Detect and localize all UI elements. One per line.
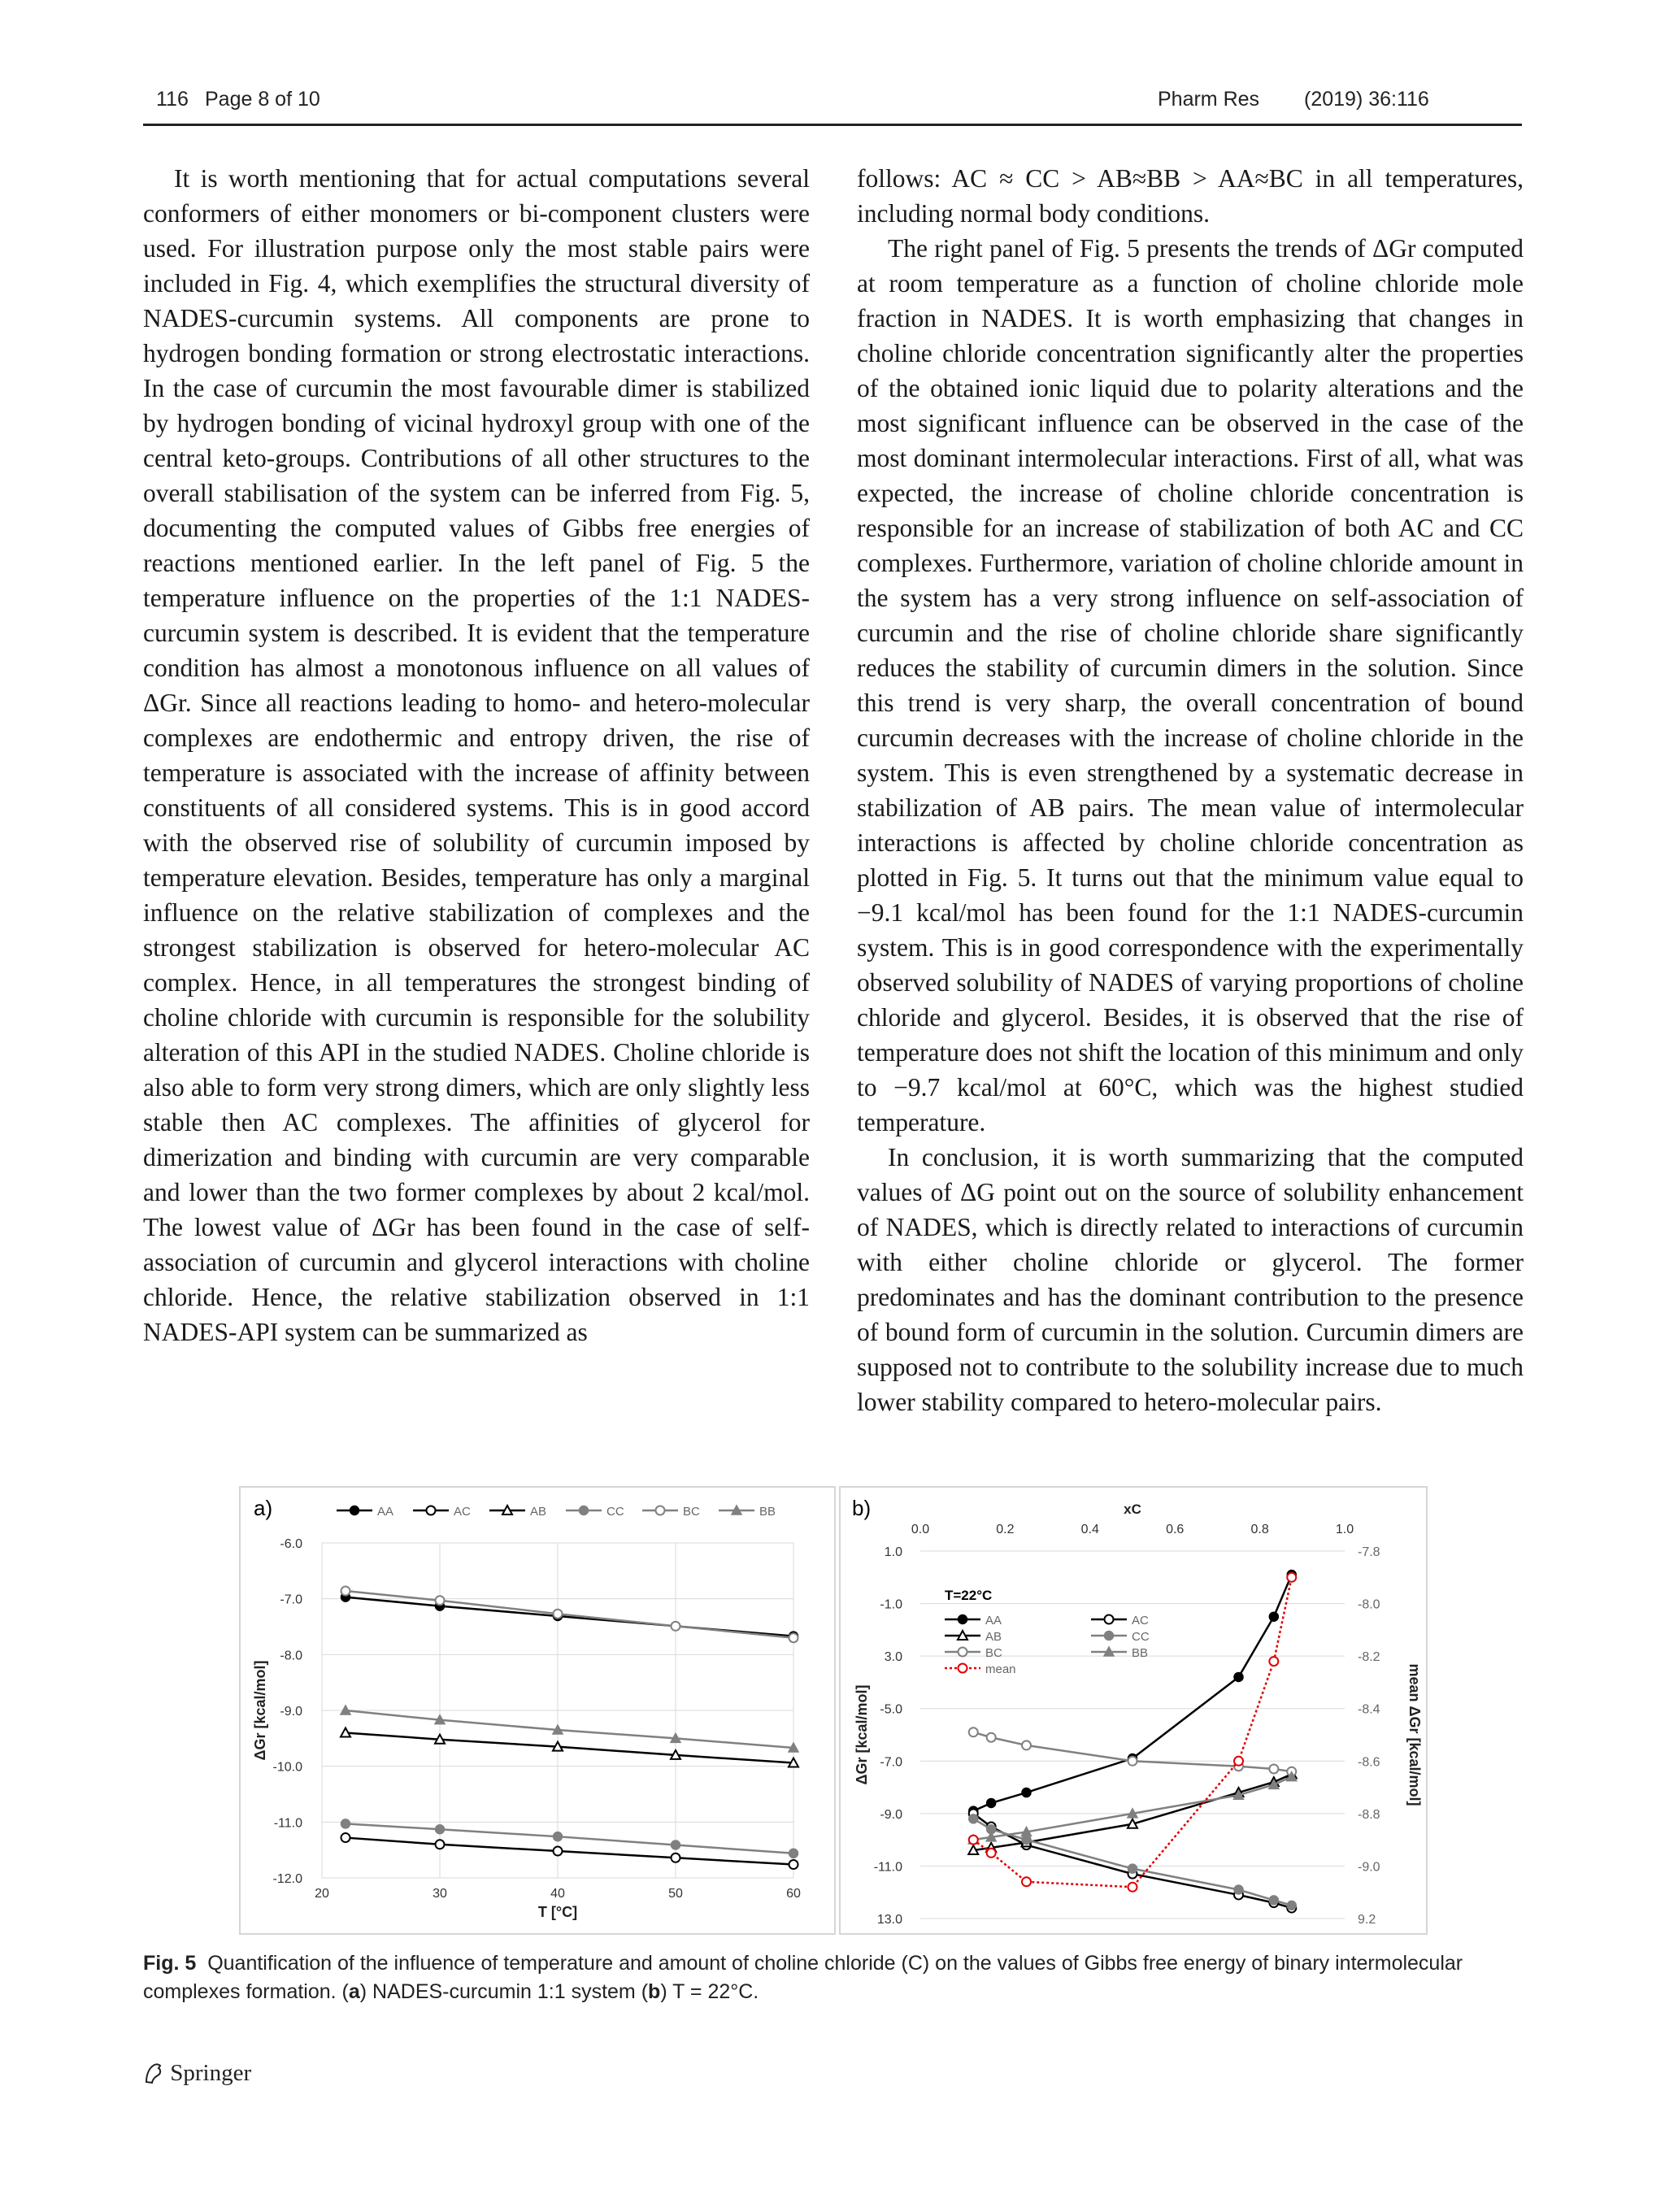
legend-bc-marker: [656, 1506, 665, 1515]
header-rule: [143, 124, 1522, 126]
legend-bc-label: BC: [683, 1505, 700, 1519]
caption-b: b: [648, 1980, 661, 2003]
legend-cc-marker: [580, 1506, 589, 1515]
x-tick-label: 60: [786, 1887, 801, 1901]
y-tick-label: -5.0: [880, 1702, 902, 1717]
x-tick-label: 0.0: [911, 1523, 930, 1536]
y-tick-label: -12.0: [272, 1872, 302, 1886]
data-point-ac: [341, 1833, 350, 1842]
series-line-bb: [346, 1710, 793, 1748]
data-point-bc: [1269, 1764, 1278, 1773]
data-point-mean: [1022, 1877, 1031, 1886]
y-tick-label: -7.0: [280, 1593, 302, 1607]
legend-ac-marker: [1105, 1615, 1114, 1624]
data-point-bc: [341, 1587, 350, 1596]
publisher-footer: [143, 2060, 251, 2087]
legend-bb-label: BB: [1132, 1646, 1149, 1660]
y2-tick-label: -8.6: [1358, 1755, 1380, 1770]
legend-ac-marker: [427, 1506, 436, 1515]
x-tick-label: 1.0: [1335, 1523, 1354, 1536]
page-label: Page 8 of 10: [205, 88, 320, 111]
left-column: [143, 161, 810, 1349]
caption-text-3: ) T = 22°C.: [660, 1980, 759, 2003]
y-tick-label: -11.0: [873, 1860, 902, 1875]
data-point-ac: [789, 1860, 798, 1869]
caption-label: Fig. 5: [143, 1952, 197, 1975]
data-point-cc: [436, 1825, 445, 1834]
data-point-bc: [969, 1727, 978, 1736]
panel-a-label: a): [254, 1496, 273, 1520]
right-paragraph-conclusion: In conclusion, it is worth summarizing that the computed values of ΔG point out on the source of solubility enhancement of NADES, which is directly related to interactions of curcumin with either choline chloride or glycerol. The former predominates and has the dominant contribution to the presence of bound form of curcumin in the solution. Curcumin dimers are supposed not to contribute to the solubility increase due to much lower stability compared to hetero-molecular pairs.: [857, 1143, 1524, 1416]
figure-caption: [143, 1949, 1522, 2006]
data-point-bc: [436, 1596, 445, 1605]
chart-panel-b: [841, 1488, 1426, 1933]
x-tick-label: 0.6: [1166, 1523, 1185, 1536]
data-point-ac: [672, 1853, 680, 1862]
y2-tick-label: -9.0: [1358, 1860, 1380, 1875]
y-tick-label: -9.0: [280, 1705, 302, 1719]
y-tick-label: -1.0: [880, 1597, 902, 1612]
data-point-cc: [1128, 1864, 1137, 1873]
panel-b-label: b): [852, 1496, 872, 1520]
x-tick-label: 0.2: [996, 1523, 1015, 1536]
springer-horse-icon: [143, 2061, 164, 2085]
y-tick-label: 1.0: [884, 1545, 902, 1559]
legend-mean-label: mean: [985, 1662, 1016, 1676]
legend-aa-label: AA: [985, 1614, 1002, 1627]
legend-cc-marker: [1105, 1632, 1114, 1641]
legend-mean-marker: [959, 1664, 967, 1673]
y-axis-title: ΔGr [kcal/mol]: [854, 1684, 870, 1785]
data-point-cc: [969, 1814, 978, 1823]
y2-axis-title: mean ΔGr [kcal/mol]: [1406, 1663, 1423, 1806]
page-number: 116: [156, 88, 189, 111]
data-point-aa: [1269, 1612, 1278, 1621]
right-paragraph-continuation: follows: AC ≈ CC > AB≈BB > AA≈BC in all temperatures, including normal body conditions.: [857, 164, 1524, 228]
legend-bc-label: BC: [985, 1646, 1002, 1660]
legend-cc-label: CC: [606, 1505, 624, 1519]
data-point-cc: [1234, 1885, 1243, 1894]
figure-panel-a-frame: [239, 1486, 836, 1935]
legend-bb-label: BB: [759, 1505, 776, 1519]
data-point-cc: [1269, 1896, 1278, 1905]
y-tick-label: -9.0: [880, 1807, 902, 1822]
legend-aa-marker: [959, 1615, 967, 1624]
data-point-bc: [672, 1622, 680, 1631]
journal-citation: (2019) 36:116: [1304, 88, 1429, 111]
data-point-cc: [789, 1849, 798, 1858]
y2-tick-label: -8.8: [1358, 1807, 1380, 1822]
y-tick-label: -11.0: [273, 1816, 302, 1831]
chart-panel-a: [241, 1488, 834, 1933]
x-tick-label: 20: [315, 1887, 329, 1901]
data-point-ac: [436, 1840, 445, 1849]
data-point-mean: [969, 1836, 978, 1845]
y2-tick-label: -8.2: [1358, 1650, 1380, 1665]
journal-name: Pharm Res: [1158, 88, 1260, 111]
data-point-cc: [554, 1832, 563, 1841]
data-point-ac: [554, 1847, 563, 1856]
data-point-bc: [554, 1610, 563, 1619]
data-point-mean: [1234, 1757, 1243, 1766]
data-point-aa: [987, 1798, 996, 1807]
y2-tick-label: -7.8: [1358, 1545, 1380, 1559]
y-axis-title: ΔGr [kcal/mol]: [252, 1660, 268, 1761]
legend-ac-label: AC: [454, 1505, 471, 1519]
data-point-mean: [1128, 1883, 1137, 1892]
data-point-mean: [1269, 1657, 1278, 1666]
y-tick-label: -10.0: [272, 1760, 302, 1775]
data-point-bc: [1022, 1740, 1031, 1749]
x-axis-title: xC: [1124, 1501, 1141, 1517]
x-tick-label: 0.8: [1250, 1523, 1269, 1536]
data-point-aa: [1234, 1672, 1243, 1681]
data-point-bc: [789, 1633, 798, 1642]
legend-ab-label: AB: [530, 1505, 547, 1519]
caption-text-2: ) NADES-curcumin 1:1 system (: [359, 1980, 649, 2003]
legend-ab-label: AB: [985, 1630, 1002, 1644]
x-axis-title: T [°C]: [537, 1904, 578, 1920]
data-point-cc: [1287, 1901, 1296, 1910]
y-tick-label: -8.0: [280, 1649, 302, 1663]
legend-aa-marker: [350, 1506, 359, 1515]
data-point-aa: [1022, 1788, 1031, 1797]
data-point-mean: [1287, 1573, 1296, 1582]
right-column: [857, 161, 1524, 1419]
right-paragraph: The right panel of Fig. 5 presents the trends of ΔGr computed at room temperature as a function of choline chloride mole fraction in NADES. It is worth emphasizing that changes in choline chloride concentration significantly alter the properties of the obtained ionic liquid due to polarity alterations and the most significant influence can be observed in the case of the most dominant intermolecular interactions. First of all, what was expected, the increase of choline chloride concentration is responsible for an increase of stabilization of both AC and CC complexes. Furthermore, variation of choline chloride amount in the system has a very strong influence on self-association of curcumin and the rise of choline chloride share significantly reduces the stability of curcumin dimers in the solution. Since this trend is very sharp, the overall concentration of bound curcumin decreases with the increase of choline chloride in the system. This is even strengthened by a systematic decrease in stabilization of AB pairs. The mean value of intermolecular interactions is affected by choline chloride concentration as plotted in Fig. 5. It turns out that the minimum value equal to −9.1 kcal/mol has been found for the 1:1 NADES-curcumin system. This is in good correspondence with the experimentally observed solubility of NADES of varying proportions of choline chloride and glycerol. Besides, it is observed that the rise of temperature does not shift the location of this minimum and only to −9.7 kcal/mol at 60°C, which was the highest studied temperature.: [857, 234, 1524, 1136]
legend-bc-marker: [959, 1648, 967, 1657]
data-point-cc: [672, 1840, 680, 1849]
y2-tick-label: -8.4: [1358, 1702, 1380, 1717]
y2-tick-label: -8.0: [1358, 1597, 1380, 1612]
y-tick-label: 3.0: [884, 1650, 902, 1665]
x-tick-label: 40: [550, 1887, 565, 1901]
caption-a: a: [348, 1980, 360, 2003]
legend-aa-label: AA: [377, 1505, 394, 1519]
caption-text-1: Quantification of the influence of temperature and amount of choline chloride (C) on the values of Gibbs free energy of binary intermolecular complexes formation. (: [143, 1952, 1463, 2003]
y-tick-label: 13.0: [876, 1913, 902, 1927]
series-line-aa: [973, 1575, 1292, 1811]
series-line-cc: [346, 1823, 793, 1853]
y-tick-label: -6.0: [280, 1537, 302, 1551]
x-tick-label: 0.4: [1080, 1523, 1099, 1536]
data-point-bc: [1128, 1757, 1137, 1766]
figure-panel-b-frame: [839, 1486, 1428, 1935]
left-paragraph: It is worth mentioning that for actual computations several conformers of either monomers or bi-component clusters were used. For illustration purpose only the most stable pairs were included in Fig. 4, which exemplifies the structural diversity of NADES-curcumin systems. All components are prone to hydrogen bonding formation or strong electrostatic interactions. In the case of curcumin the most favourable dimer is stabilized by hydrogen bonding of vicinal hydroxyl group with one of the central keto-groups. Contributions of all other structures to the overall stabilisation of the system can be inferred from Fig. 5, documenting the computed values of Gibbs free energies of reactions mentioned earlier. In the left panel of Fig. 5 the temperature influence on the properties of the 1:1 NADES-curcumin system is described. It is evident that the temperature condition has almost a monotonous influence on all values of ΔGr. Since all reactions leading to homo- and hetero-molecular complexes are endothermic and entropy driven, the rise of temperature is associated with the increase of affinity between constituents of all considered systems. This is in good accord with the observed rise of solubility of curcumin imposed by temperature elevation. Besides, temperature has only a marginal influence on the relative stabilization of complexes and the strongest stabilization is observed for hetero-molecular AC complex. Hence, in all temperatures the strongest binding of choline chloride with curcumin is responsible for the solubility alteration of this API in the studied NADES. Choline chloride is also able to form very strong dimers, which are only slightly less stable then AC complexes. The affinities of glycerol for dimerization and binding with curcumin are very comparable and lower than the two former complexes by about 2 kcal/mol. The lowest value of ΔGr has been found in the case of self-association of curcumin and glycerol interactions with choline chloride. Hence, the relative stabilization observed in 1:1 NADES-API system can be summarized as: [143, 164, 810, 1346]
series-line-bc: [346, 1591, 793, 1638]
data-point-mean: [987, 1849, 996, 1858]
y2-tick-label: 9.2: [1358, 1913, 1376, 1927]
publisher-name: Springer: [170, 2060, 252, 2086]
legend-ac-label: AC: [1132, 1614, 1149, 1627]
series-line-ac: [346, 1838, 793, 1865]
x-tick-label: 30: [433, 1887, 447, 1901]
legend-cc-label: CC: [1132, 1630, 1150, 1644]
data-point-cc: [1022, 1836, 1031, 1845]
data-point-cc: [341, 1819, 350, 1828]
data-point-bc: [987, 1733, 996, 1742]
x-tick-label: 50: [668, 1887, 683, 1901]
y-tick-label: -7.0: [880, 1755, 902, 1770]
series-line-ab: [346, 1732, 793, 1762]
temperature-annotation: T=22°C: [945, 1588, 993, 1603]
